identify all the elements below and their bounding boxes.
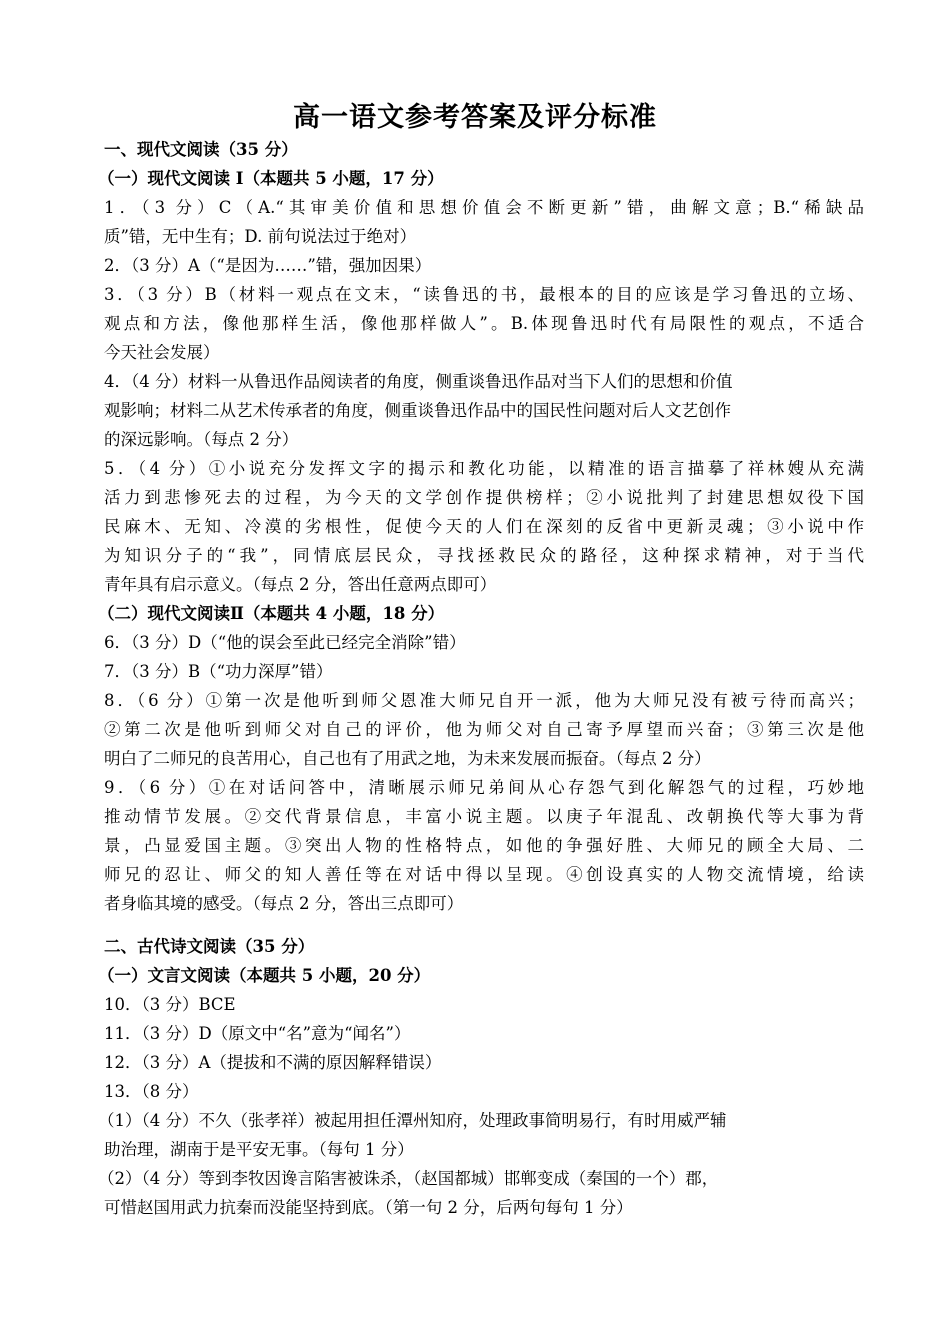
answer-line: 11．（3 分）D（原文中“名”意为“闻名”） [104,1024,411,1043]
section-heading-classical-reading: 二、古代诗文阅读（35 分） [104,937,315,956]
subsection-heading-classical-prose: （一）文言文阅读（本题共 5 小题，20 分） [98,966,431,985]
answer-line: 明白了二师兄的良苦用心，自己也有了用武之地，为未来发展而振奋。（每点 2 分） [104,749,711,768]
answer-line: 1．（3 分）C（A.“其审美价值和思想价值会不断更新”错，曲解文意；B.“稀缺品 [104,198,864,217]
answer-line: ②第二次是他听到师父对自己的评价，他为师父对自己寄予厚望而兴奋；③第三次是他 [104,720,864,739]
answer-line: 可惜赵国用武力抗秦而没能坚持到底。（第一句 2 分，后两句每句 1 分） [104,1198,633,1217]
answer-q8 [104,686,864,773]
answer-line: （2）（4 分）等到李牧因谗言陷害被诛杀，（赵国都城）邯郸变成（秦国的一个）郡， [98,1169,719,1188]
answer-line: 12．（3 分）A（提拔和不满的原因解释错误） [104,1053,442,1072]
answer-line: 6．（3 分）D（“他的误会至此已经完全消除”错） [104,633,466,652]
section-gap [104,918,864,932]
answer-q1 [104,193,864,251]
answer-line: 10．（3 分）BCE [104,995,236,1014]
answer-q3 [104,280,864,367]
answer-q9 [104,773,864,918]
answer-q7 [104,657,864,686]
answer-q2 [104,251,864,280]
answer-line: 观点和方法，像他那样生活，像他那样做人”。B.体现鲁迅时代有局限性的观点，不适合 [104,314,864,333]
answer-line: 为知识分子的“我”，同情底层民众，寻找拯救民众的路径，这种探求精神，对于当代 [104,546,864,565]
subsection-heading-modern-reading-1: （一）现代文阅读 I（本题共 5 小题，17 分） [98,169,444,188]
answer-q10 [104,990,864,1019]
answer-line: 者身临其境的感受。（每点 2 分，答出三点即可） [104,894,464,913]
answer-q6 [104,628,864,657]
answer-line: 观影响；材料二从艺术传承者的角度，侧重谈鲁迅作品中的国民性问题对后人文艺创作 [104,401,731,420]
answer-q11 [104,1019,864,1048]
answer-line: 的深远影响。（每点 2 分） [104,430,299,449]
answer-line: 5．（4 分）①小说充分发挥文字的揭示和教化功能，以精准的语言描摹了祥林嫂从充满 [104,459,864,478]
answer-line: 青年具有启示意义。（每点 2 分，答出任意两点即可） [104,575,497,594]
answer-line: 助治理，湖南于是平安无事。（每句 1 分） [104,1140,414,1159]
answer-line: 推动情节发展。②交代背景信息，丰富小说主题。以庚子年混乱、改朝换代等大事为背 [104,807,864,826]
answer-q13-2 [98,1164,864,1222]
answer-line: 3．（3 分）B（材料一观点在文末，“读鲁迅的书，最根本的目的应该是学习鲁迅的立场、 [104,285,864,304]
document-body [98,135,864,1222]
answer-q12 [104,1048,864,1077]
subsection-heading-modern-reading-2: （二）现代文阅读Ⅱ（本题共 4 小题，18 分） [98,604,445,623]
answer-q5 [104,454,864,599]
answer-line: 景，凸显爱国主题。③突出人物的性格特点，如他的争强好胜、大师兄的顾全大局、二 [104,836,864,855]
answer-line: 13．（8 分） [104,1082,199,1101]
answer-line: 2．（3 分）A（“是因为……”错，强加因果） [104,256,432,275]
answer-line: 8．（6 分）①第一次是他听到师父恩准大师兄自开一派，他为大师兄没有被亏待而高兴； [104,691,864,710]
answer-line: 质”错，无中生有；D. 前句说法过于绝对） [104,227,417,246]
answer-line: 师兄的忍让、师父的知人善任等在对话中得以呈现。④创设真实的人物交流情境，给读 [104,865,864,884]
page-title: 高一语文参考答案及评分标准 [293,102,657,133]
answer-q4 [104,367,864,454]
answer-q13-1 [98,1106,864,1164]
answer-line: 4．（4 分）材料一从鲁迅作品阅读者的角度，侧重谈鲁迅作品对当下人们的思想和价值 [104,372,733,391]
answer-line: 今天社会发展） [104,343,220,362]
answer-line: 7．（3 分）B（“功力深厚”错） [104,662,333,681]
answer-line: 活力到悲惨死去的过程，为今天的文学创作提供榜样；②小说批判了封建思想奴役下国 [104,488,864,507]
answer-line: 民麻木、无知、冷漠的劣根性，促使今天的人们在深刻的反省中更新灵魂；③小说中作 [104,517,864,536]
section-heading-modern-reading: 一、现代文阅读（35 分） [104,140,298,159]
answer-q13 [104,1077,864,1106]
answer-line: 9．（6 分）①在对话问答中，清晰展示师兄弟间从心存怨气到化解怨气的过程，巧妙地 [104,778,864,797]
answer-line: （1）（4 分）不久（张孝祥）被起用担任潭州知府，处理政事简明易行，有时用威严辅 [98,1111,727,1130]
